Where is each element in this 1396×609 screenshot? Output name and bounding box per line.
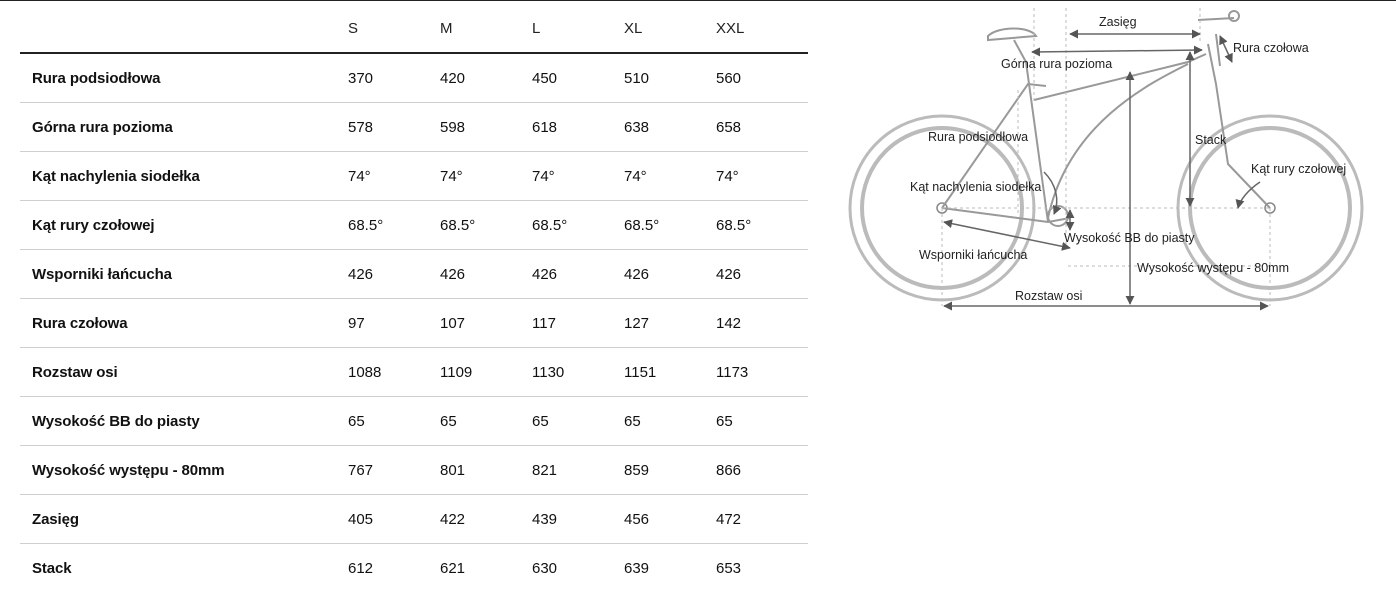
cell-value: 117 [532,299,624,348]
geometry-table [20,4,808,592]
table-row [20,397,808,446]
cell-value: 68.5° [440,201,532,250]
cell-value: 74° [624,152,716,201]
cell-value: 68.5° [624,201,716,250]
cell-value: 639 [624,559,650,577]
cell-value: 638 [624,103,716,152]
row-label: Wsporniki łańcucha [20,250,348,299]
cell-value: 1173 [716,348,808,397]
row-label: Zasięg [20,495,348,544]
cell-value: 866 [716,446,808,495]
label-top-tube: Górna rura pozioma [1001,57,1113,71]
cell-value: 426 [440,250,532,299]
cell-value: 658 [716,103,808,152]
table-row [20,103,808,152]
cell-value: 472 [716,495,808,544]
bike-geometry-diagram [848,4,1368,314]
table-row [20,299,808,348]
geometry-table-container [20,4,797,592]
row-label: Górna rura pozioma [20,103,348,152]
table-header-row [20,4,808,53]
cell-value: 1109 [440,348,532,397]
cell-value: 97 [348,299,440,348]
cell-value: 68.5° [716,201,808,250]
cell-value: 142 [716,299,808,348]
cell-value: 370 [348,53,440,103]
row-label: Stack [32,559,72,577]
table-row [20,53,808,103]
cell-value: 426 [348,250,440,299]
table-row [20,446,808,495]
label-seat-angle: Kąt nachylenia siodełka [910,180,1042,194]
cell-value: 630 [532,559,558,577]
cell-value: 422 [440,495,532,544]
header-size-xl: XL [624,4,716,53]
cell-value: 426 [624,250,716,299]
header-size-l: L [532,4,624,53]
cell-value: 821 [532,446,624,495]
cell-value: 621 [440,559,466,577]
label-chainstays: Wsporniki łańcucha [919,248,1028,262]
table-row [20,348,808,397]
top-border [0,0,1396,1]
cell-value: 510 [624,53,716,103]
cell-value: 426 [716,250,808,299]
cell-value: 1088 [348,348,440,397]
cell-value: 65 [716,397,808,446]
table-row [20,250,808,299]
row-label: Wysokość występu - 80mm [20,446,348,495]
row-label: Kąt nachylenia siodełka [20,152,348,201]
cell-value: 598 [440,103,532,152]
cell-value: 801 [440,446,532,495]
table-row [20,544,808,593]
table-row [20,201,808,250]
label-seat-tube: Rura podsiodłowa [928,130,1029,144]
cell-value: 560 [716,53,808,103]
cell-value: 1130 [532,348,624,397]
cell-value: 439 [532,495,624,544]
cell-value: 653 [716,559,742,577]
cell-value: 426 [532,250,624,299]
header-size-m: M [440,4,532,53]
label-bb-drop: Wysokość BB do piasty [1064,231,1195,245]
cell-value: 65 [624,397,716,446]
label-reach: Zasięg [1099,15,1137,29]
cell-value: 107 [440,299,532,348]
row-label: Kąt rury czołowej [20,201,348,250]
cell-value: 767 [348,446,440,495]
cell-value: 65 [440,397,532,446]
cell-value: 578 [348,103,440,152]
header-size-xxl: XXL [716,4,808,53]
header-size-s: S [348,4,440,53]
cell-value: 859 [624,446,716,495]
row-label: Rozstaw osi [20,348,348,397]
cell-value: 618 [532,103,624,152]
cell-value: 405 [348,495,440,544]
cell-value: 612 [348,559,374,577]
label-standover: Wysokość występu - 80mm [1137,261,1290,275]
cell-value: 68.5° [532,201,624,250]
table-row [20,495,808,544]
table-row [20,152,808,201]
cell-value: 456 [624,495,716,544]
row-label: Rura podsiodłowa [20,53,348,103]
label-head-angle: Kąt rury czołowej [1251,162,1347,176]
cell-value: 420 [440,53,532,103]
label-wheelbase: Rozstaw osi [1015,289,1083,303]
row-label: Wysokość BB do piasty [20,397,348,446]
row-label: Rura czołowa [20,299,348,348]
cell-value: 74° [440,152,532,201]
cell-value: 127 [624,299,716,348]
label-stack: Stack [1195,133,1227,147]
cell-value: 450 [532,53,624,103]
cell-value: 65 [348,397,440,446]
cell-value: 74° [532,152,624,201]
cell-value: 68.5° [348,201,440,250]
cell-value: 74° [348,152,440,201]
cell-value: 65 [532,397,624,446]
cell-value: 1151 [624,348,716,397]
cell-value: 74° [716,152,808,201]
header-cell-empty [20,4,348,53]
label-head-tube: Rura czołowa [1233,41,1309,55]
